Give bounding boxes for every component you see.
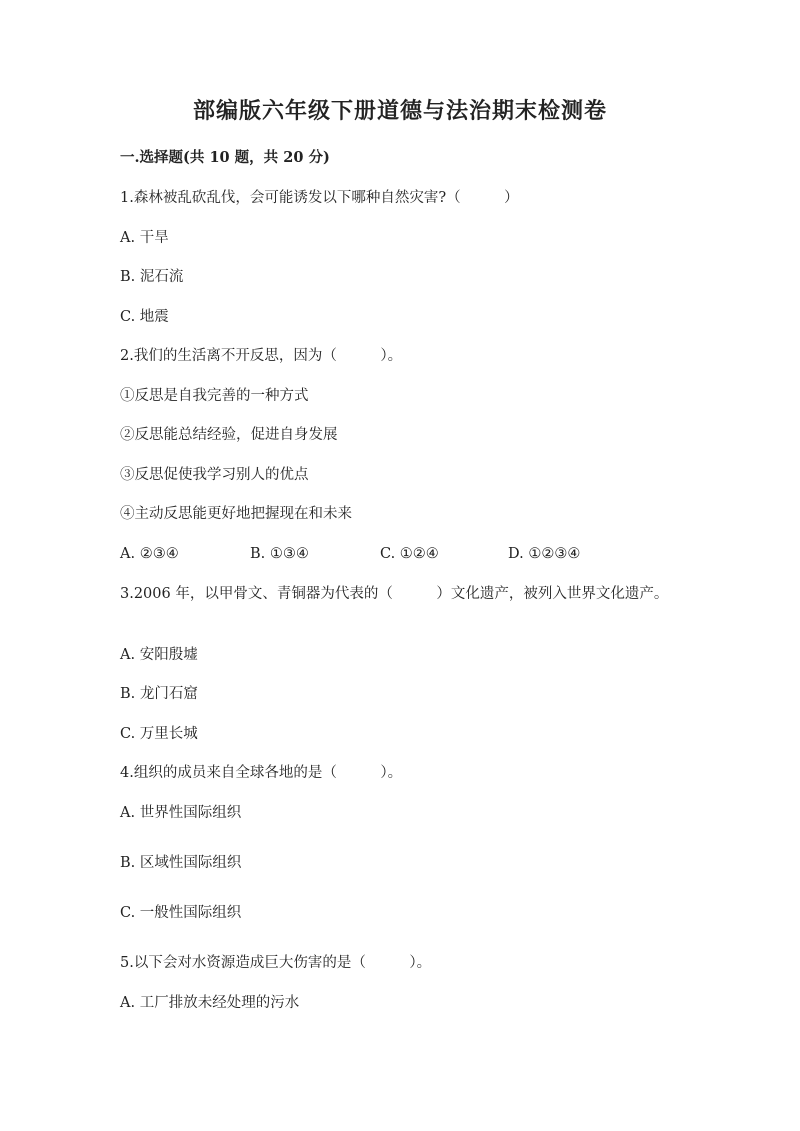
question-2-option-d: D. ①②③④ xyxy=(508,546,581,562)
question-1-option-b: B. 泥石流 xyxy=(120,269,184,285)
question-3-option-b: B. 龙门石窟 xyxy=(120,686,198,702)
question-5-option-a: A. 工厂排放未经处理的污水 xyxy=(120,995,300,1011)
question-4-option-a: A. 世界性国际组织 xyxy=(120,805,242,821)
question-4-option-c: C. 一般性国际组织 xyxy=(120,905,242,921)
question-2-option-c: C. ①②④ xyxy=(380,546,439,562)
question-2-statement-3: ③反思促使我学习别人的优点 xyxy=(120,467,309,483)
section-heading: 一.选择题(共 10 题，共 20 分) xyxy=(120,149,330,166)
question-2-option-b: B. ①③④ xyxy=(250,546,309,562)
question-5-stem: 5.以下会对水资源造成巨大伤害的是（ ）。 xyxy=(120,955,432,971)
question-2-statement-2: ②反思能总结经验，促进自身发展 xyxy=(120,427,338,443)
question-2-options xyxy=(120,544,680,565)
question-3-option-a: A. 安阳殷墟 xyxy=(120,647,198,663)
question-2-stem: 2.我们的生活离不开反思，因为（ ）。 xyxy=(120,348,403,364)
question-2-option-a: A. ②③④ xyxy=(120,546,179,562)
question-3-option-c: C. 万里长城 xyxy=(120,726,198,742)
question-1-stem: 1.森林被乱砍乱伐，会可能诱发以下哪种自然灾害?（ ） xyxy=(120,190,519,206)
question-3-stem: 3.2006 年，以甲骨文、青铜器为代表的（ ）文化遗产，被列入世界文化遗产。 xyxy=(120,586,669,602)
question-2-statement-1: ①反思是自我完善的一种方式 xyxy=(120,388,309,404)
question-4-stem: 4.组织的成员来自全球各地的是（ ）。 xyxy=(120,765,403,781)
question-2-statement-4: ④主动反思能更好地把握现在和未来 xyxy=(120,506,352,522)
page-title: 部编版六年级下册道德与法治期末检测卷 xyxy=(192,98,607,124)
question-1-option-a: A. 干旱 xyxy=(120,230,169,246)
question-4-option-b: B. 区域性国际组织 xyxy=(120,855,242,871)
question-1-option-c: C. 地震 xyxy=(120,309,169,325)
